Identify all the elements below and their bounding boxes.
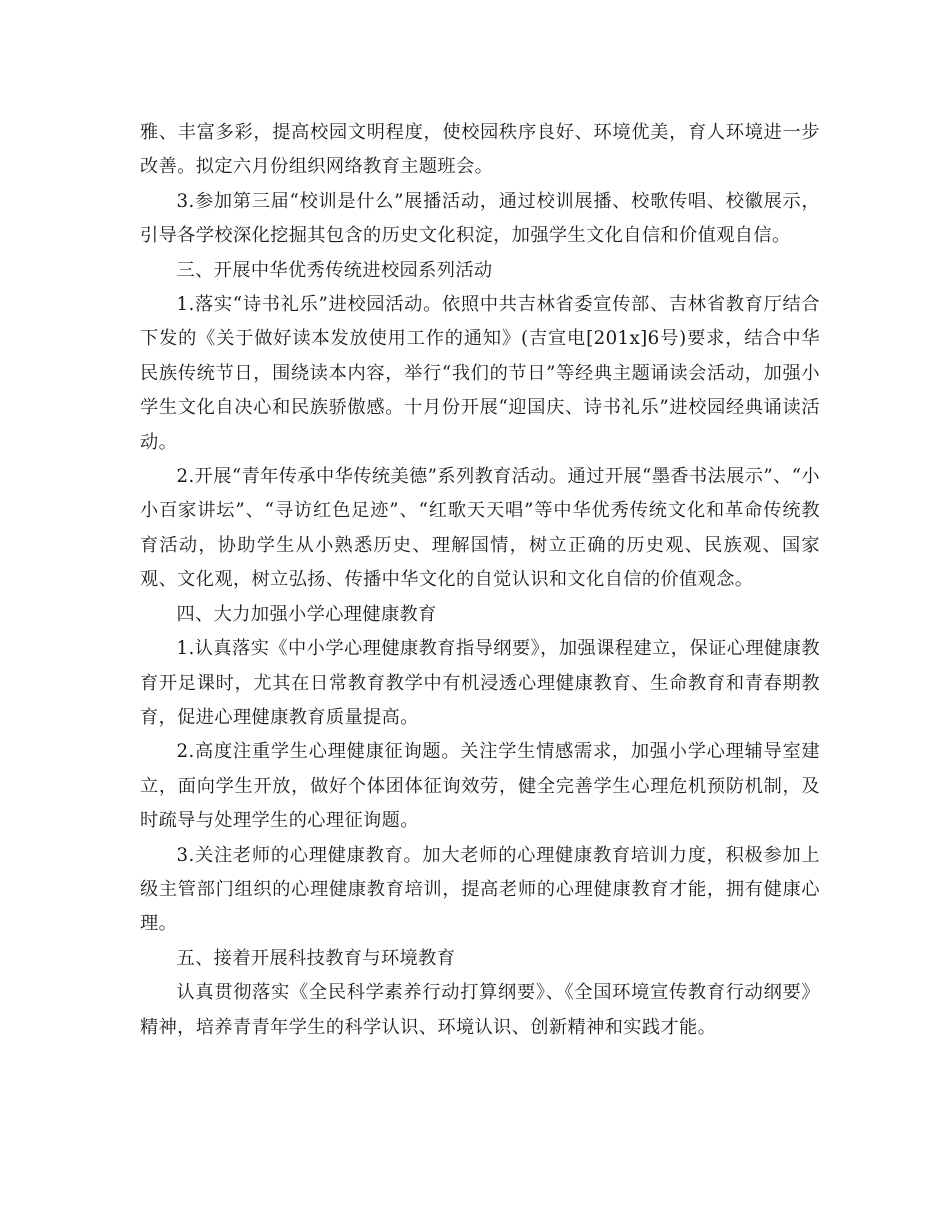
section-heading-5: 五、接着开展科技教育与环境教育 bbox=[176, 947, 456, 969]
paragraph-item-1-poetry: 1.落实“诗书礼乐”进校园活动。依照中共吉林省委宣传部、吉林省教育厅结合下发的《关于做好读本发放使用工作的通知》(吉宣电[201x]6号)要求，结合中华民族传统节日，围绕读本内容，举行“我们的节日”等经典主题诵读会活动，加强小学生文化自决心和民族骄傲感。十月份开展“迎国庆、诗书礼乐”进校园经典诵读活动。 bbox=[140, 294, 820, 453]
paragraph-continuation: 雅、丰富多彩，提高校园文明程度，使校园秩序良好、环境优美，育人环境进一步改善。拟定六月份组织网络教育主题班会。 bbox=[140, 122, 820, 178]
section-heading-3: 三、开展中华优秀传统进校园系列活动 bbox=[176, 259, 493, 281]
section-heading-4: 四、大力加强小学心理健康教育 bbox=[176, 603, 437, 625]
paragraph-item-1-guideline: 1.认真落实《中小学心理健康教育指导纲要》，加强课程建立，保证心理健康教育开足课时，尤其在日常教育教学中有机浸透心理健康教育、生命教育和青春期教育，促进心理健康教育质量提高。 bbox=[140, 638, 820, 728]
paragraph-science-environment: 认真贯彻落实《全民科学素养行动打算纲要》、《全国环境宣传教育行动纲要》精神，培养青青年学生的科学认识、环境认识、创新精神和实践才能。 bbox=[140, 982, 820, 1038]
paragraph-item-2-student-mental-health: 2.高度注重学生心理健康征询题。关注学生情感需求，加强小学心理辅导室建立，面向学生开放，做好个体团体征询效劳，健全完善学生心理危机预防机制，及时疏导与处理学生的心理征询题。 bbox=[140, 741, 820, 832]
paragraph-item-2-virtue: 2.开展“青年传承中华传统美德”系列教育活动。通过开展“墨香书法展示”、“小小百家讲坛”、“寻访红色足迹”、“红歌天天唱”等中华优秀传统文化和革命传统教育活动，协助学生从小熟悉历史、理解国情，树立正确的历史观、民族观、国家观、文化观，树立弘扬、传播中华文化的自觉认识和文化自信的价值观念。 bbox=[140, 466, 820, 591]
document-body bbox=[140, 116, 820, 1045]
paragraph-item-3-teacher-mental-health: 3.关注老师的心理健康教育。加大老师的心理健康教育培训力度，积极参加上级主管部门组织的心理健康教育培训，提高老师的心理健康教育才能，拥有健康心理。 bbox=[140, 844, 820, 935]
paragraph-item-3-motto: 3.参加第三届“校训是什么”展播活动，通过校训展播、校歌传唱、校徽展示，引导各学校深化挖掘其包含的历史文化积淀，加强学生文化自信和价值观自信。 bbox=[140, 190, 820, 247]
